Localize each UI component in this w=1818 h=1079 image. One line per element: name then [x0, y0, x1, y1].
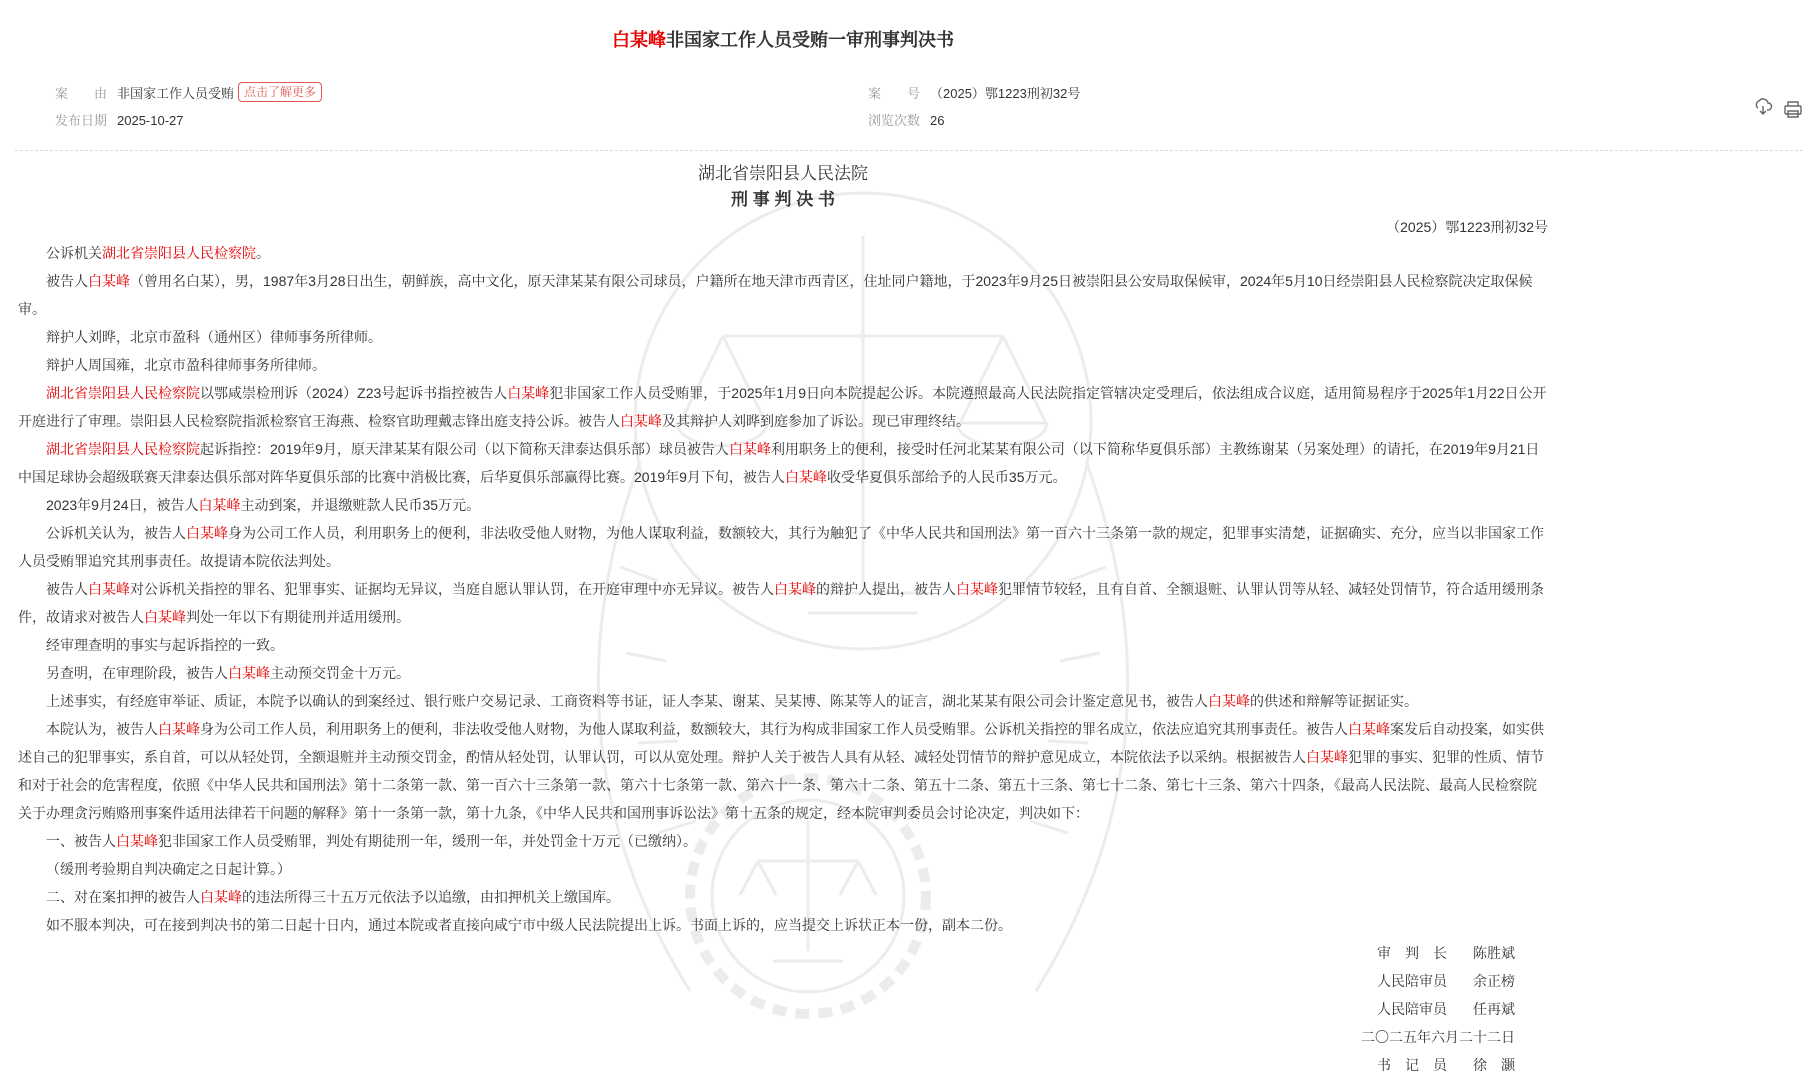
paragraph: [18, 491, 1548, 519]
paragraph-text: 辩护人刘晔，北京市盈科（通州区）律师事务所律师。: [46, 329, 382, 345]
page-title: [18, 0, 1548, 52]
clerk-row: [18, 1051, 1548, 1079]
paragraph-text: 收受华夏俱乐部给予的人民币35万元。: [826, 469, 1067, 485]
title-text: 非国家工作人员受贿一审刑事判决书: [666, 30, 954, 50]
signature-row: [18, 939, 1548, 967]
paragraph-text: 。: [256, 245, 270, 261]
redacted-name-text: 白某峰: [956, 581, 998, 597]
paragraph-text: 的供述和辩解等证据证实。: [1250, 693, 1418, 709]
paragraph-text: （缓刑考验期自判决确定之日起计算。）: [46, 861, 291, 877]
paragraph-text: 案发后自动投案，如实供述自己的犯罪事实，系自首，可以从轻处罚，全额退赃并主动预交罚金，酌情从轻处罚，认罪认罚，可以从宽处理。辩护人关于被告人具有从轻、减轻处罚情节的辩护意见成立，本院依法予以采纳。根据被告人: [18, 721, 1544, 765]
meta-row-2: [55, 107, 1803, 134]
paragraph-text: 被告人: [46, 581, 88, 597]
redacted-name-text: 白某峰: [88, 581, 130, 597]
paragraph: [18, 883, 1548, 911]
redacted-name-text: 湖北省崇阳县人民检察院: [102, 245, 256, 261]
case-number-group: [868, 80, 1080, 107]
paragraph-text: 被告人: [46, 273, 88, 289]
paragraph: [18, 631, 1548, 659]
publish-date-label: 发布日期: [55, 113, 108, 128]
signer-name: 任再斌: [1473, 1001, 1515, 1017]
paragraph: [18, 575, 1548, 631]
redacted-name-text: 白某峰: [228, 665, 270, 681]
paragraph: [18, 911, 1548, 939]
paragraph-text: 犯罪情节较轻，且有自首、全额退赃、认罪认罚等从轻、减轻处罚情节，符合适用缓刑条件，故请求对被告人: [18, 581, 1544, 625]
paragraph-text: 另查明，在审理阶段，被告人: [46, 665, 228, 681]
print-icon[interactable]: [1783, 100, 1803, 118]
signer-name: 余正榜: [1473, 973, 1515, 989]
document-body: [18, 161, 1548, 1079]
title-defendant-name: 白某峰: [612, 30, 666, 50]
publish-date-value: 2025-10-27: [117, 113, 184, 128]
redacted-name-text: 白某峰: [88, 273, 130, 289]
paragraph-text: 犯罪的事实、犯罪的性质、情节和对于社会的危害程度，依照《中华人民共和国刑法》第十二条第一款、第一百六十三条第一款、第六十七条第一款、第六十一条、第六十二条、第五十二条、第五十三条、第七十二条、第七十三条、第六十四条，《最高人民法院、最高人民检察院关于办理贪污贿赂刑事案件适用法律若干问题的解释》第十一条第一款，第十九条，《中华人民共和国刑事诉讼法》第十五条的规定，经本院审判委员会讨论决定，判决如下：: [18, 749, 1544, 821]
views-value: 26: [930, 113, 945, 128]
paragraph-text: 犯非国家工作人员受贿罪，判处有期徒刑一年，缓刑一年，并处罚金十万元（已缴纳）。: [158, 833, 697, 849]
paragraph-text: 一、被告人: [46, 833, 116, 849]
paragraph-text: 辩护人周国雍，北京市盈科律师事务所律师。: [46, 357, 326, 373]
paragraph-text: 及其辩护人刘晔到庭参加了诉讼。现已审理终结。: [662, 413, 970, 429]
views-label: 浏览次数: [868, 113, 921, 128]
redacted-name-text: 湖北省崇阳县人民检察院: [46, 441, 200, 457]
redacted-name-text: 白某峰: [1208, 693, 1250, 709]
paragraph-text: 身为公司工作人员，利用职务上的便利，非法收受他人财物，为他人谋取利益，数额较大，其行为构成非国家工作人员受贿罪。公诉机关指控的罪名成立，依法应追究其刑事责任。被告人: [200, 721, 1348, 737]
case-number-value: （2025）鄂1223刑初32号: [930, 86, 1081, 101]
case-cause-label: 案 由: [55, 86, 108, 101]
signer-role: 审 判 长: [1377, 945, 1447, 961]
paragraph: [18, 519, 1548, 575]
paragraph-text: 的辩护人提出，被告人: [816, 581, 956, 597]
paragraph: [18, 715, 1548, 827]
paragraph-text: 身为公司工作人员，利用职务上的便利，非法收受他人财物，为他人谋取利益，数额较大，其行为触犯了《中华人民共和国刑法》第一百六十三条第一款的规定，犯罪事实清楚，证据确实、充分，应当以非国家工作人员受贿罪追究其刑事责任。故提请本院依法判处。: [18, 525, 1544, 569]
redacted-name-text: 白某峰: [116, 833, 158, 849]
paragraph-text: 2023年9月24日，被告人: [46, 497, 199, 513]
paragraph-text: 的违法所得三十五万元依法予以追缴，由扣押机关上缴国库。: [242, 889, 620, 905]
paragraph-text: 上述事实，有经庭审举证、质证，本院予以确认的到案经过、银行账户交易记录、工商资料等书证，证人李某、谢某、吴某博、陈某等人的证言，湖北某某有限公司会计鉴定意见书，被告人: [46, 693, 1208, 709]
redacted-name-text: 白某峰: [507, 385, 550, 401]
judgment-date: [18, 1023, 1548, 1051]
paragraph: [18, 435, 1548, 491]
paragraphs: [18, 239, 1548, 939]
paragraph: [18, 379, 1548, 435]
document-case-number: （2025）鄂1223刑初32号: [1386, 219, 1548, 235]
paragraph-text: 公诉机关认为，被告人: [46, 525, 186, 541]
redacted-name-text: 白某峰: [1306, 749, 1348, 765]
paragraph-text: 经审理查明的事实与起诉指控的一致。: [46, 637, 284, 653]
redacted-name-text: 白某峰: [158, 721, 200, 737]
redacted-name-text: 白某峰: [728, 441, 771, 457]
paragraph-text: 起诉指控：2019年9月，原天津某某有限公司（以下简称天津泰达俱乐部）球员被告人: [200, 441, 729, 457]
download-icon[interactable]: [1753, 100, 1773, 118]
learn-more-button[interactable]: 点击了解更多: [238, 82, 322, 102]
signer-role: 书 记 员: [1377, 1057, 1447, 1073]
document-content: [18, 161, 1548, 1079]
paragraph: [18, 687, 1548, 715]
signer-role: 人民陪审员: [1377, 1001, 1447, 1017]
redacted-name-text: 白某峰: [620, 413, 662, 429]
case-number-label: 案 号: [868, 86, 921, 101]
case-cause-value: 非国家工作人员受贿: [117, 86, 235, 101]
signer-role: 人民陪审员: [1377, 973, 1447, 989]
paragraph: [18, 239, 1548, 267]
paragraph-text: 对公诉机关指控的罪名、犯罪事实、证据均无异议，当庭自愿认罪认罚，在开庭审理中亦无异议。被告人: [130, 581, 774, 597]
paragraph-text: 二、对在案扣押的被告人: [46, 889, 200, 905]
signer-name: 徐 灏: [1473, 1057, 1515, 1073]
redacted-name-text: 白某峰: [198, 497, 241, 513]
signature-row: [18, 995, 1548, 1023]
document-type: 刑 事 判 决 书: [731, 190, 835, 209]
paragraph: [18, 827, 1548, 855]
redacted-name-text: 湖北省崇阳县人民检察院: [46, 385, 200, 401]
meta-section: [15, 80, 1803, 151]
paragraph-text: 本院认为，被告人: [46, 721, 158, 737]
redacted-name-text: 白某峰: [784, 469, 827, 485]
paragraph: [18, 267, 1548, 323]
paragraph-text: 公诉机关: [46, 245, 102, 261]
paragraph: [18, 323, 1548, 351]
paragraph-text: 以鄂咸崇检刑诉（2024）Z23号起诉书指控被告人: [200, 385, 508, 401]
paragraph-text: 犯非国家工作人员受贿罪，于2025年1月9日向本院提起公诉。本院遵照最高人民法院指定管辖决定受理后，依法组成合议庭，适用简易程序于2025年1月22日公开开庭进行了审理。崇阳县人民检察院指派检察官王海燕、检察官助理戴志锋出庭支持公诉。被告人: [18, 385, 1547, 429]
paragraph-text: 主动到案，并退缴赃款人民币35万元。: [240, 497, 481, 513]
redacted-name-text: 白某峰: [1348, 721, 1390, 737]
page-tools: [1753, 100, 1803, 118]
views-group: [868, 107, 944, 134]
paragraph-text: 判处一年以下有期徒刑并适用缓刑。: [186, 609, 410, 625]
signature-row: [18, 967, 1548, 995]
date-text: 二〇二五年六月二十二日: [1361, 1029, 1515, 1045]
redacted-name-text: 白某峰: [774, 581, 816, 597]
redacted-name-text: 白某峰: [144, 609, 186, 625]
court-name: 湖北省崇阳县人民法院: [698, 164, 868, 183]
signer-name: 陈胜斌: [1473, 945, 1515, 961]
paragraph: [18, 659, 1548, 687]
paragraph-text: 利用职务上的便利，接受时任河北某某有限公司（以下简称华夏俱乐部）主教练谢某（另案处理）的请托，在2019年9月21日中国足球协会超级联赛天津泰达俱乐部对阵华夏俱乐部的比赛中消极比赛，后华夏俱乐部赢得比赛。2019年9月下旬，被告人: [18, 441, 1540, 485]
meta-row-1: [55, 80, 1803, 107]
paragraph: [18, 351, 1548, 379]
redacted-name-text: 白某峰: [200, 889, 242, 905]
paragraph-text: 主动预交罚金十万元。: [270, 665, 410, 681]
paragraph-text: 如不服本判决，可在接到判决书的第二日起十日内，通过本院或者直接向咸宁市中级人民法院提出上诉。书面上诉的，应当提交上诉状正本一份，副本二份。: [46, 917, 1012, 933]
paragraph: [18, 855, 1548, 883]
redacted-name-text: 白某峰: [186, 525, 228, 541]
signature-block: [18, 939, 1548, 1079]
paragraph-text: （曾用名白某），男，1987年3月28日出生，朝鲜族，高中文化，原天津某某有限公司球员，户籍所在地天津市西青区，住址同户籍地，于2023年9月25日被崇阳县公安局取保候审，2024年5月10日经崇阳县人民检察院决定取保候审。: [18, 273, 1533, 317]
